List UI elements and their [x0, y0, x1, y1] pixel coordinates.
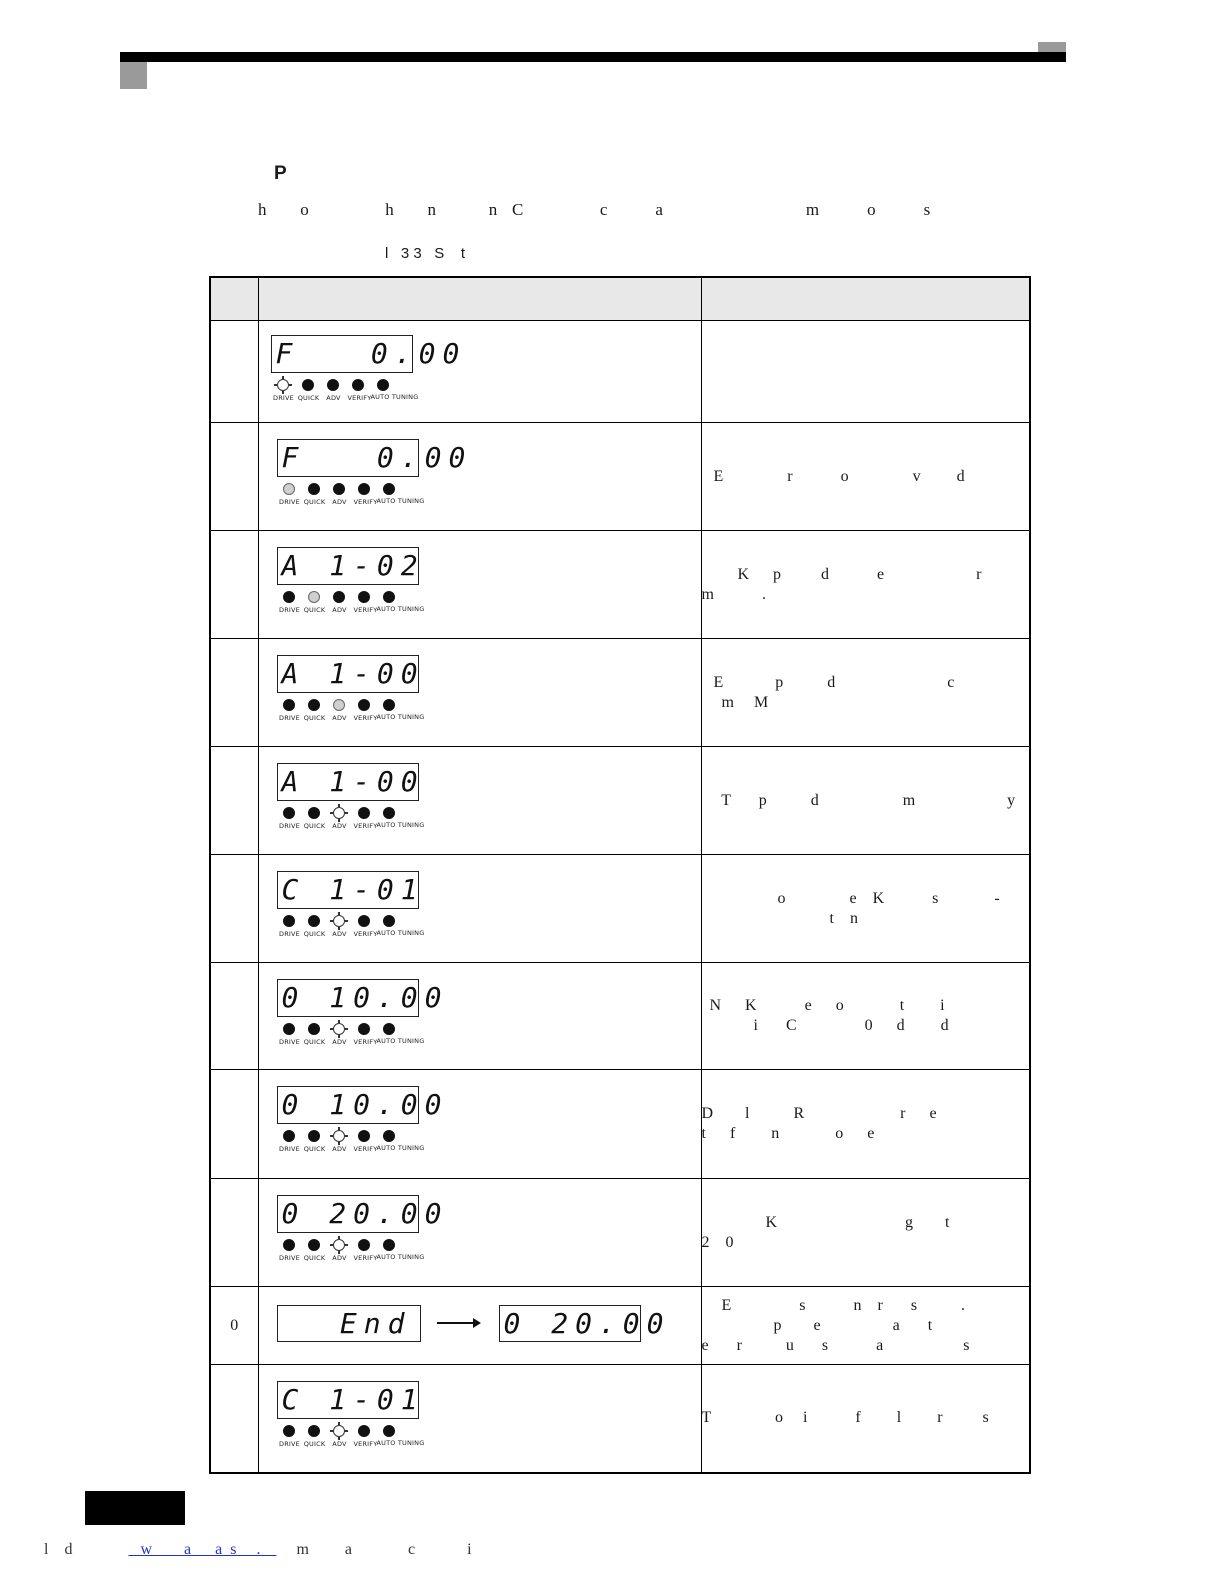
- led-display-panel: [277, 547, 425, 585]
- mode-led-label: QUICK: [303, 822, 326, 830]
- header-description: [701, 277, 1030, 321]
- mode-led-icon: [283, 807, 295, 819]
- mode-led-icon: [333, 1023, 345, 1035]
- mode-led-label: ADV: [332, 1145, 347, 1153]
- operator-display-cell: [258, 321, 701, 423]
- footer-line: [44, 1541, 472, 1559]
- mode-led-label: AUTO TUNING: [376, 497, 425, 505]
- mode-led-icon: [358, 591, 370, 603]
- operator-display-cell: [258, 1287, 701, 1365]
- mode-led-label: DRIVE: [279, 714, 300, 722]
- mode-led-icon: [277, 379, 289, 391]
- led-display-panel: [277, 1381, 425, 1419]
- mode-led-icon: [308, 699, 320, 711]
- table-header-row: [210, 277, 1030, 321]
- seven-segment-readout: C 1-01: [281, 1383, 425, 1416]
- mode-led-label: ADV: [332, 1440, 347, 1448]
- mode-led-icon: [333, 1130, 345, 1142]
- step-description: o e K s - t n: [701, 855, 1030, 963]
- mode-led-label: AUTO TUNING: [376, 821, 425, 829]
- seven-segment-readout: F 0.00: [281, 441, 473, 474]
- mode-led-icon: [358, 915, 370, 927]
- mode-led-icon: [383, 1425, 395, 1437]
- seven-segment-readout: A 1-00: [281, 765, 425, 798]
- mode-led-icon: [283, 699, 295, 711]
- mode-indicator-leds: [279, 1130, 425, 1166]
- table-row: [210, 855, 1030, 963]
- mode-indicator-leds: [273, 379, 419, 415]
- mode-led-label: AUTO TUNING: [376, 1037, 425, 1045]
- mode-led-icon: [283, 1023, 295, 1035]
- mode-led-label: QUICK: [297, 394, 320, 402]
- footer-suffix: m a c i: [276, 1541, 472, 1558]
- step-description: E p d c m M: [701, 639, 1030, 747]
- mode-led-label: VERIFY: [353, 822, 378, 830]
- mode-led-icon: [383, 807, 395, 819]
- seven-segment-readout: End: [339, 1307, 412, 1340]
- mode-led-icon: [377, 379, 389, 391]
- operator-display-cell: [258, 639, 701, 747]
- operator-display-cell: [258, 963, 701, 1070]
- step-description: K p d e r m .: [701, 531, 1030, 639]
- mode-led-label: DRIVE: [279, 1254, 300, 1262]
- mode-led-label: VERIFY: [353, 606, 378, 614]
- table-row: [210, 531, 1030, 639]
- mode-indicator-leds: [279, 915, 425, 951]
- step-number: [210, 639, 258, 747]
- operator-display-cell: [258, 1070, 701, 1179]
- mode-led-icon: [333, 807, 345, 819]
- step-number: [210, 531, 258, 639]
- step-number: [210, 1070, 258, 1179]
- mode-indicator-leds: [279, 591, 425, 627]
- mode-indicator-leds: [279, 807, 425, 843]
- led-display-panel: [277, 1086, 449, 1124]
- mode-led-icon: [283, 591, 295, 603]
- step-number: 0: [210, 1287, 258, 1365]
- mode-led-icon: [358, 807, 370, 819]
- operation-table: [209, 276, 1031, 1474]
- led-display-panel: [277, 763, 425, 801]
- mode-led-icon: [383, 1239, 395, 1251]
- mode-led-icon: [333, 915, 345, 927]
- led-display-panel: [277, 655, 425, 693]
- mode-led-label: DRIVE: [279, 1440, 300, 1448]
- step-description: N K e o t i i C 0 d d: [701, 963, 1030, 1070]
- mode-led-label: ADV: [332, 930, 347, 938]
- arrow-right-icon: [437, 1322, 479, 1324]
- seven-segment-readout: F 0.00: [275, 337, 467, 370]
- mode-led-icon: [308, 807, 320, 819]
- table-row: [210, 747, 1030, 855]
- seven-segment-readout: 0 20.00: [281, 1197, 449, 1230]
- mode-led-label: QUICK: [303, 1254, 326, 1262]
- mode-led-label: VERIFY: [353, 1254, 378, 1262]
- mode-led-label: DRIVE: [279, 822, 300, 830]
- step-number: [210, 855, 258, 963]
- table-row: [210, 423, 1030, 531]
- seven-segment-readout: C 1-01: [281, 873, 425, 906]
- operator-display-cell: [258, 423, 701, 531]
- seven-segment-readout: A 1-02: [281, 549, 425, 582]
- page-tab-marker-right: [1038, 42, 1066, 52]
- mode-led-label: AUTO TUNING: [370, 393, 419, 401]
- mode-led-icon: [383, 699, 395, 711]
- operator-display-cell: [258, 1179, 701, 1287]
- mode-led-label: QUICK: [303, 606, 326, 614]
- mode-led-label: QUICK: [303, 930, 326, 938]
- mode-led-label: DRIVE: [279, 1145, 300, 1153]
- table-row: [210, 963, 1030, 1070]
- table-row: [210, 639, 1030, 747]
- mode-led-label: ADV: [326, 394, 341, 402]
- mode-indicator-leds: [279, 1023, 425, 1059]
- led-display-panel: [277, 1305, 421, 1342]
- mode-led-icon: [308, 1239, 320, 1251]
- step-description: [701, 321, 1030, 423]
- section-heading: P: [274, 163, 287, 184]
- mode-led-icon: [283, 483, 295, 495]
- mode-led-icon: [358, 1239, 370, 1251]
- step-description: K g t 2 0: [701, 1179, 1030, 1287]
- mode-led-label: ADV: [332, 1038, 347, 1046]
- mode-led-icon: [308, 1023, 320, 1035]
- mode-led-icon: [358, 1023, 370, 1035]
- mode-led-label: ADV: [332, 1254, 347, 1262]
- mode-led-icon: [358, 1130, 370, 1142]
- mode-led-icon: [358, 699, 370, 711]
- mode-led-label: VERIFY: [353, 498, 378, 506]
- mode-led-label: QUICK: [303, 1440, 326, 1448]
- mode-led-icon: [308, 483, 320, 495]
- mode-led-label: DRIVE: [279, 606, 300, 614]
- mode-led-icon: [383, 915, 395, 927]
- mode-indicator-leds: [279, 1425, 425, 1461]
- mode-led-label: VERIFY: [353, 714, 378, 722]
- footer-prefix: l d: [44, 1541, 129, 1558]
- mode-led-icon: [358, 1425, 370, 1437]
- header-display: [258, 277, 701, 321]
- step-number: [210, 747, 258, 855]
- step-description: E r o v d: [701, 423, 1030, 531]
- seven-segment-readout: 0 20.00: [503, 1307, 671, 1340]
- header-rule: [120, 52, 1066, 62]
- mode-led-icon: [283, 1425, 295, 1437]
- led-display-panel: [277, 871, 425, 909]
- step-description: E s n r s . p e a t e r u s a s: [701, 1287, 1030, 1365]
- mode-led-icon: [327, 379, 339, 391]
- led-display-panel: [271, 335, 467, 373]
- led-display-panel: [277, 439, 473, 477]
- mode-led-label: QUICK: [303, 714, 326, 722]
- mode-led-icon: [302, 379, 314, 391]
- intro-paragraph: h o h n n C c a m o s: [258, 200, 931, 219]
- mode-led-label: VERIFY: [353, 1038, 378, 1046]
- table-row: [210, 1179, 1030, 1287]
- mode-led-label: AUTO TUNING: [376, 1439, 425, 1447]
- mode-led-label: AUTO TUNING: [376, 1253, 425, 1261]
- mode-led-icon: [352, 379, 364, 391]
- operator-display-cell: [258, 747, 701, 855]
- mode-led-icon: [283, 915, 295, 927]
- mode-indicator-leds: [279, 699, 425, 735]
- seven-segment-readout: 0 10.00: [281, 1088, 449, 1121]
- mode-led-label: VERIFY: [353, 930, 378, 938]
- footer-link[interactable]: w a a s .: [128, 1541, 277, 1558]
- mode-led-icon: [358, 483, 370, 495]
- step-number: [210, 963, 258, 1070]
- step-number: [210, 321, 258, 423]
- mode-led-icon: [308, 915, 320, 927]
- step-number: [210, 423, 258, 531]
- mode-led-icon: [283, 1239, 295, 1251]
- led-display-panel: [277, 1195, 449, 1233]
- mode-led-label: ADV: [332, 606, 347, 614]
- step-description: T p d m y: [701, 747, 1030, 855]
- mode-led-label: VERIFY: [347, 394, 372, 402]
- mode-led-icon: [333, 1425, 345, 1437]
- mode-led-icon: [383, 1130, 395, 1142]
- seven-segment-readout: A 1-00: [281, 657, 425, 690]
- mode-led-icon: [308, 1130, 320, 1142]
- table-row: [210, 1287, 1030, 1365]
- table-row: [210, 321, 1030, 423]
- page-tab-marker-left: [120, 62, 147, 89]
- mode-led-icon: [383, 1023, 395, 1035]
- header-step: [210, 277, 258, 321]
- mode-led-icon: [333, 483, 345, 495]
- mode-led-label: DRIVE: [279, 930, 300, 938]
- operator-display-cell: [258, 1365, 701, 1473]
- mode-led-icon: [308, 591, 320, 603]
- step-number: [210, 1179, 258, 1287]
- mode-led-label: QUICK: [303, 1145, 326, 1153]
- table-caption: l 3 3 S t: [385, 245, 466, 262]
- led-display-panel: [277, 979, 449, 1017]
- mode-led-icon: [383, 591, 395, 603]
- step-number: [210, 1365, 258, 1473]
- table-row: [210, 1365, 1030, 1473]
- mode-led-icon: [333, 699, 345, 711]
- mode-led-label: DRIVE: [273, 394, 294, 402]
- mode-led-label: VERIFY: [353, 1440, 378, 1448]
- operator-display-cell: [258, 531, 701, 639]
- step-description: T o i f l r s: [701, 1365, 1030, 1473]
- page-number-block: [85, 1491, 185, 1525]
- mode-led-label: AUTO TUNING: [376, 713, 425, 721]
- mode-led-label: ADV: [332, 498, 347, 506]
- mode-led-label: QUICK: [303, 498, 326, 506]
- mode-led-label: ADV: [332, 714, 347, 722]
- led-display-panel: [499, 1305, 671, 1342]
- mode-led-label: ADV: [332, 822, 347, 830]
- mode-led-icon: [383, 483, 395, 495]
- mode-indicator-leds: [279, 1239, 425, 1275]
- step-description: D l R r e t f n o e: [701, 1070, 1030, 1179]
- mode-led-label: DRIVE: [279, 1038, 300, 1046]
- mode-led-icon: [308, 1425, 320, 1437]
- mode-indicator-leds: [279, 483, 425, 519]
- mode-led-label: DRIVE: [279, 498, 300, 506]
- table-row: [210, 1070, 1030, 1179]
- mode-led-label: VERIFY: [353, 1145, 378, 1153]
- mode-led-label: AUTO TUNING: [376, 1144, 425, 1152]
- mode-led-label: AUTO TUNING: [376, 929, 425, 937]
- mode-led-icon: [333, 591, 345, 603]
- mode-led-label: QUICK: [303, 1038, 326, 1046]
- mode-led-label: AUTO TUNING: [376, 605, 425, 613]
- seven-segment-readout: 0 10.00: [281, 981, 449, 1014]
- mode-led-icon: [283, 1130, 295, 1142]
- operator-display-cell: [258, 855, 701, 963]
- mode-led-icon: [333, 1239, 345, 1251]
